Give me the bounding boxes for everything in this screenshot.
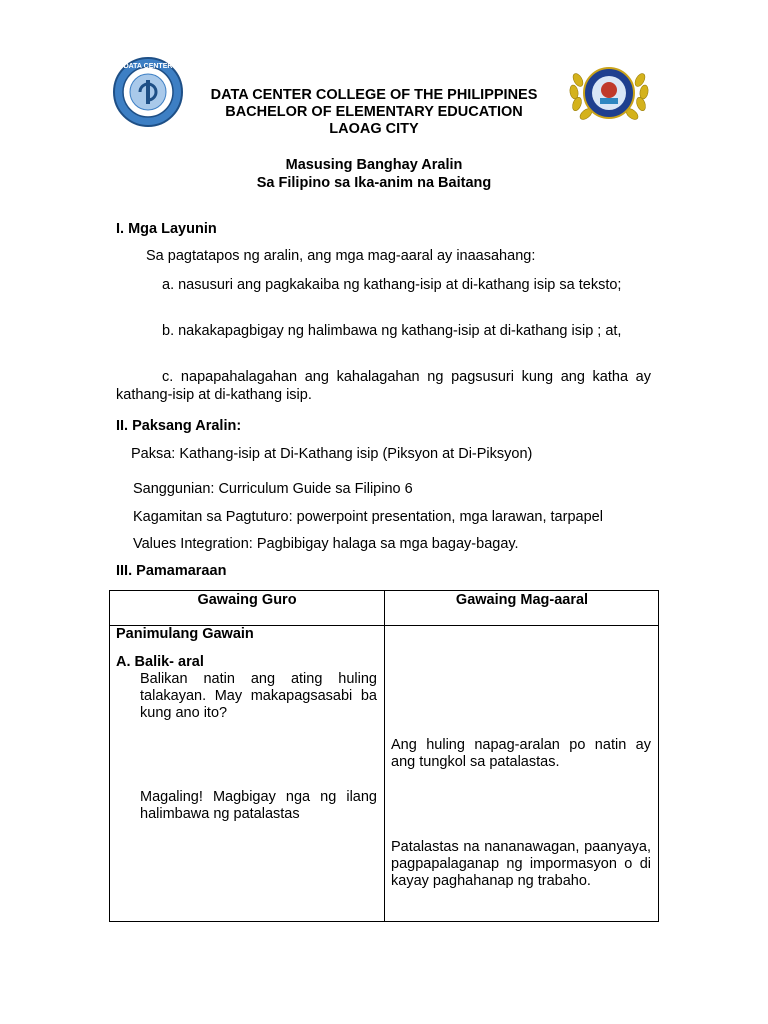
school-city: LAOAG CITY: [329, 121, 419, 137]
guro-prompt-1: Balikan natin ang ating huling talakayan. May makapagsasabi ba kung ano ito?: [140, 671, 377, 721]
objective-b: b. nakakapagbigay ng halimbawa ng kathang-isip at di-kathang isip ; at,: [162, 323, 622, 339]
pamamaraan-table: [109, 590, 659, 922]
lesson-plan-title: [180, 156, 568, 192]
section-1-intro: Sa pagtatapos ng aralin, ang mga mag-aaral ay inaasahang:: [146, 248, 536, 264]
kagamitan-line: Kagamitan sa Pagtuturo: powerpoint presentation, mga larawan, tarpapel: [133, 509, 603, 525]
sanggunian-line: Sanggunian: Curriculum Guide sa Filipino 6: [133, 481, 413, 497]
paksa-line: Paksa: Kathang-isip at Di-Kathang isip (Piksyon at Di-Piksyon): [131, 446, 533, 462]
data-center-college-logo-icon: [112, 56, 184, 128]
table-header-magaaral: Gawaing Mag-aaral: [455, 592, 589, 608]
table-header-guro: Gawaing Guro: [197, 592, 297, 608]
guro-prompt-2: Magaling! Magbigay nga ng ilang halimbawa ng patalastas: [140, 789, 377, 822]
program-name: BACHELOR OF ELEMENTARY EDUCATION: [225, 104, 523, 120]
objective-c: c. napapahalagahan ang kahalagahan ng pagsusuri kung ang katha ay kathang-isip at di-kathang isip.: [116, 369, 651, 403]
table-column-divider: [384, 591, 385, 921]
section-2-heading: II. Paksang Aralin:: [116, 418, 242, 434]
left-logo-lettering: DATA CENTER: [123, 63, 173, 70]
school-header: [180, 87, 568, 138]
title-line-1: Masusing Banghay Aralin: [285, 157, 463, 173]
magaaral-response-2: Patalastas na nananawagan, paanyaya, pagpapalaganap ng impormasyon o di kayay paghahanap ng trabaho.: [391, 839, 651, 889]
title-line-2: Sa Filipino sa Ika-anim na Baitang: [256, 175, 492, 191]
magaaral-response-1: Ang huling napag-aralan po natin ay ang tungkol sa patalastas.: [391, 737, 651, 770]
objective-a: a. nasusuri ang pagkakaiba ng kathang-isip at di-kathang isip sa teksto;: [162, 277, 622, 293]
section-3-heading: III. Pamamaraan: [116, 563, 227, 579]
values-line: Values Integration: Pagbibigay halaga sa mga bagay-bagay.: [133, 536, 519, 552]
laurel-wreath-seal-icon: [564, 60, 654, 126]
panimulang-gawain-label: Panimulang Gawain: [116, 626, 254, 642]
school-name: DATA CENTER COLLEGE OF THE PHILIPPINES: [210, 87, 538, 103]
section-1-heading: I. Mga Layunin: [116, 221, 217, 237]
balik-aral-label: A. Balik- aral: [116, 654, 204, 670]
